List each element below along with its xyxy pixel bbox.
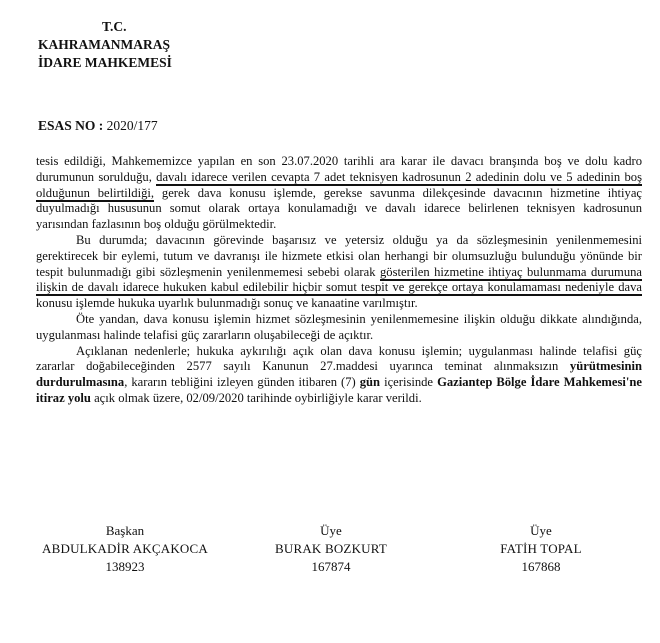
- signature-title: Üye: [320, 523, 342, 538]
- paragraph-2-text-a: Bu durumda; davacının görevinde başarısız ve yetersiz olduğu ya da sözleşmesinin yenilenmemesini gerektirecek bir eylemi, tutum ve davranışı ile hizmete etkisi olan herhangi bir olumsuzluğu bulunduğu yönünde bir tespit bulunmadığı gibi sözleşmenin yenilenmemesi sebebi olarak: [36, 232, 642, 279]
- paragraph-2: [36, 233, 642, 312]
- signature-president: [20, 522, 230, 576]
- signature-id: 167874: [311, 559, 351, 574]
- signature-member-1: [226, 522, 436, 576]
- paragraph-1-text-c: gerek dava konusu işlemde, gerekse savunma dilekçesinde davacının hizmetine ihtiyaç duyulmadığı hususunun somut olarak ortaya konulamadığı ve davalı idarece belirlenen teknisyen kadrosunun yarısından fazlasının boş olduğu görülmektedir.: [36, 185, 642, 232]
- paragraph-4: [36, 344, 642, 407]
- paragraph-1: [36, 154, 642, 233]
- underlined-passage-1: davalı idarece verilen cevapta 7 adet teknisyen kadrosunun 2 adedinin dolu ve 5 adedinin boş olduğunun belirtildiği,: [36, 169, 642, 200]
- paragraph-1-text-a: tesis edildiği, Mahkememizce yapılan en son 23.07.2020 tarihli ara karar ile davacı branşında boş ve dolu kadro durumunun sorulduğu,: [36, 154, 642, 184]
- header-country: T.C.: [102, 19, 127, 34]
- paragraph-4-text-c: , kararın tebliğini izleyen günden itibaren (7): [124, 375, 360, 390]
- court-header: [38, 18, 172, 72]
- signature-id: 167868: [521, 559, 561, 574]
- underlined-passage-2: gösterilen hizmetine ihtiyaç bulunmama durumuna ilişkin de davalı idarece hukuken kabul edilebilir hiçbir somut tespit ve gerekçe ortaya konulamaması nedeniyle dava: [36, 264, 643, 295]
- paragraph-4-text-g: açık olmak üzere, 02/09/2020 tarihinde oybirliğiyle karar verildi.: [90, 390, 422, 405]
- case-number-value: 2020/177: [106, 118, 158, 133]
- signature-title: Üye: [530, 523, 552, 538]
- signature-name: BURAK BOZKURT: [275, 541, 387, 556]
- header-court: İDARE MAHKEMESİ: [38, 55, 172, 70]
- case-number: [38, 118, 158, 134]
- signature-name: FATİH TOPAL: [500, 541, 582, 556]
- case-number-label: ESAS NO :: [38, 118, 104, 133]
- signature-title: Başkan: [105, 523, 145, 538]
- paragraph-2-text-c: konusu işlemde hukuka uyarlık bulunmadığı sonuç ve kanaatine varılmıştır.: [36, 296, 418, 311]
- paragraph-4-days: gün: [359, 375, 381, 390]
- header-city: KAHRAMANMARAŞ: [38, 37, 170, 52]
- paragraph-4-text-a: Açıklanan nedenlerle; hukuka aykırılığı açık olan dava konusu işlemin; uygulanması halinde telafisi güç zararlar doğabileceğinden 2577 sayılı Kanunun 27.maddesi uyarınca teminat alınmaksızın: [36, 343, 642, 374]
- paragraph-4-appeal: Gaziantep Bölge İdare Mahkemesi'ne itiraz yolu: [36, 375, 642, 405]
- paragraph-4-text-e: içerisinde: [380, 375, 438, 390]
- signature-id: 138923: [105, 559, 145, 574]
- signature-name: ABDULKADİR AKÇAKOCA: [42, 541, 208, 556]
- signature-member-2: [436, 522, 646, 576]
- decision-body: [36, 154, 642, 407]
- paragraph-3: Öte yandan, dava konusu işlemin hizmet sözleşmesinin yenilenmemesine ilişkin olduğu dikkate alındığında, uygulanması halinde telafisi güç zararların oluşabileceği de açıktır.: [36, 311, 642, 342]
- paragraph-4-suspension: yürütmesinin durdurulmasına: [36, 359, 642, 390]
